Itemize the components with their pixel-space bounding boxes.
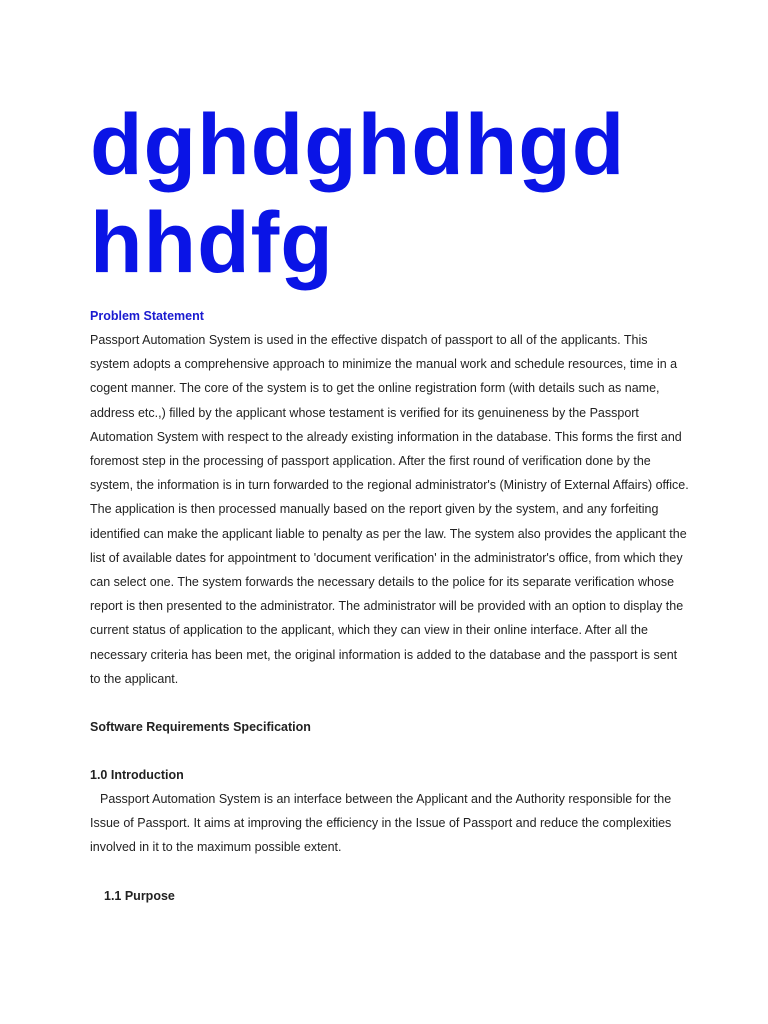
- purpose-heading: 1.1 Purpose: [104, 888, 175, 903]
- spacer: [90, 860, 690, 884]
- title-line-1: dghdghdhgd: [90, 97, 626, 193]
- introduction-body: Passport Automation System is an interface between the Applicant and the Authority responsible for the Issue of Passport. It aims at improving the efficiency in the Issue of Passport and reduce the complexities involved in it to the maximum possible extent.: [90, 792, 672, 855]
- introduction-heading: 1.0 Introduction: [90, 768, 184, 783]
- problem-statement-heading: Problem Statement: [90, 309, 204, 323]
- document-title: [90, 96, 690, 292]
- srs-heading: Software Requirements Specification: [90, 720, 311, 735]
- spacer: [90, 691, 690, 715]
- problem-statement-body: Passport Automation System is used in the effective dispatch of passport to all of the applicants. This system adopts a comprehensive approach to minimize the manual work and schedule resources, time in a cogent manner. The core of the system is to get the online registration form (with details such as name, address etc.,) filled by the applicant whose testament is verified for its genuineness by the Passport Automation System with respect to the already existing information in the database. This forms the first and foremost step in the processing of passport application. After the first round of verification done by the system, the information is in turn forwarded to the regional administrator's (Ministry of External Affairs) office. The application is then processed manually based on the report given by the system, and any forfeiting identified can make the applicant liable to penalty as per the law. The system also provides the applicant the list of available dates for appointment to 'document verification' in the administrator's office, from which they can select one. The system forwards the necessary details to the police for its separate verification whose report is then presented to the administrator. The administrator will be provided with an option to display the current status of application to the applicant, which they can view in their online interface. After all the necessary criteria has been met, the original information is added to the database and the passport is sent to the applicant.: [90, 333, 689, 686]
- document-page: [90, 96, 690, 908]
- spacer: [90, 739, 690, 763]
- title-line-2: hhdfg: [90, 195, 334, 291]
